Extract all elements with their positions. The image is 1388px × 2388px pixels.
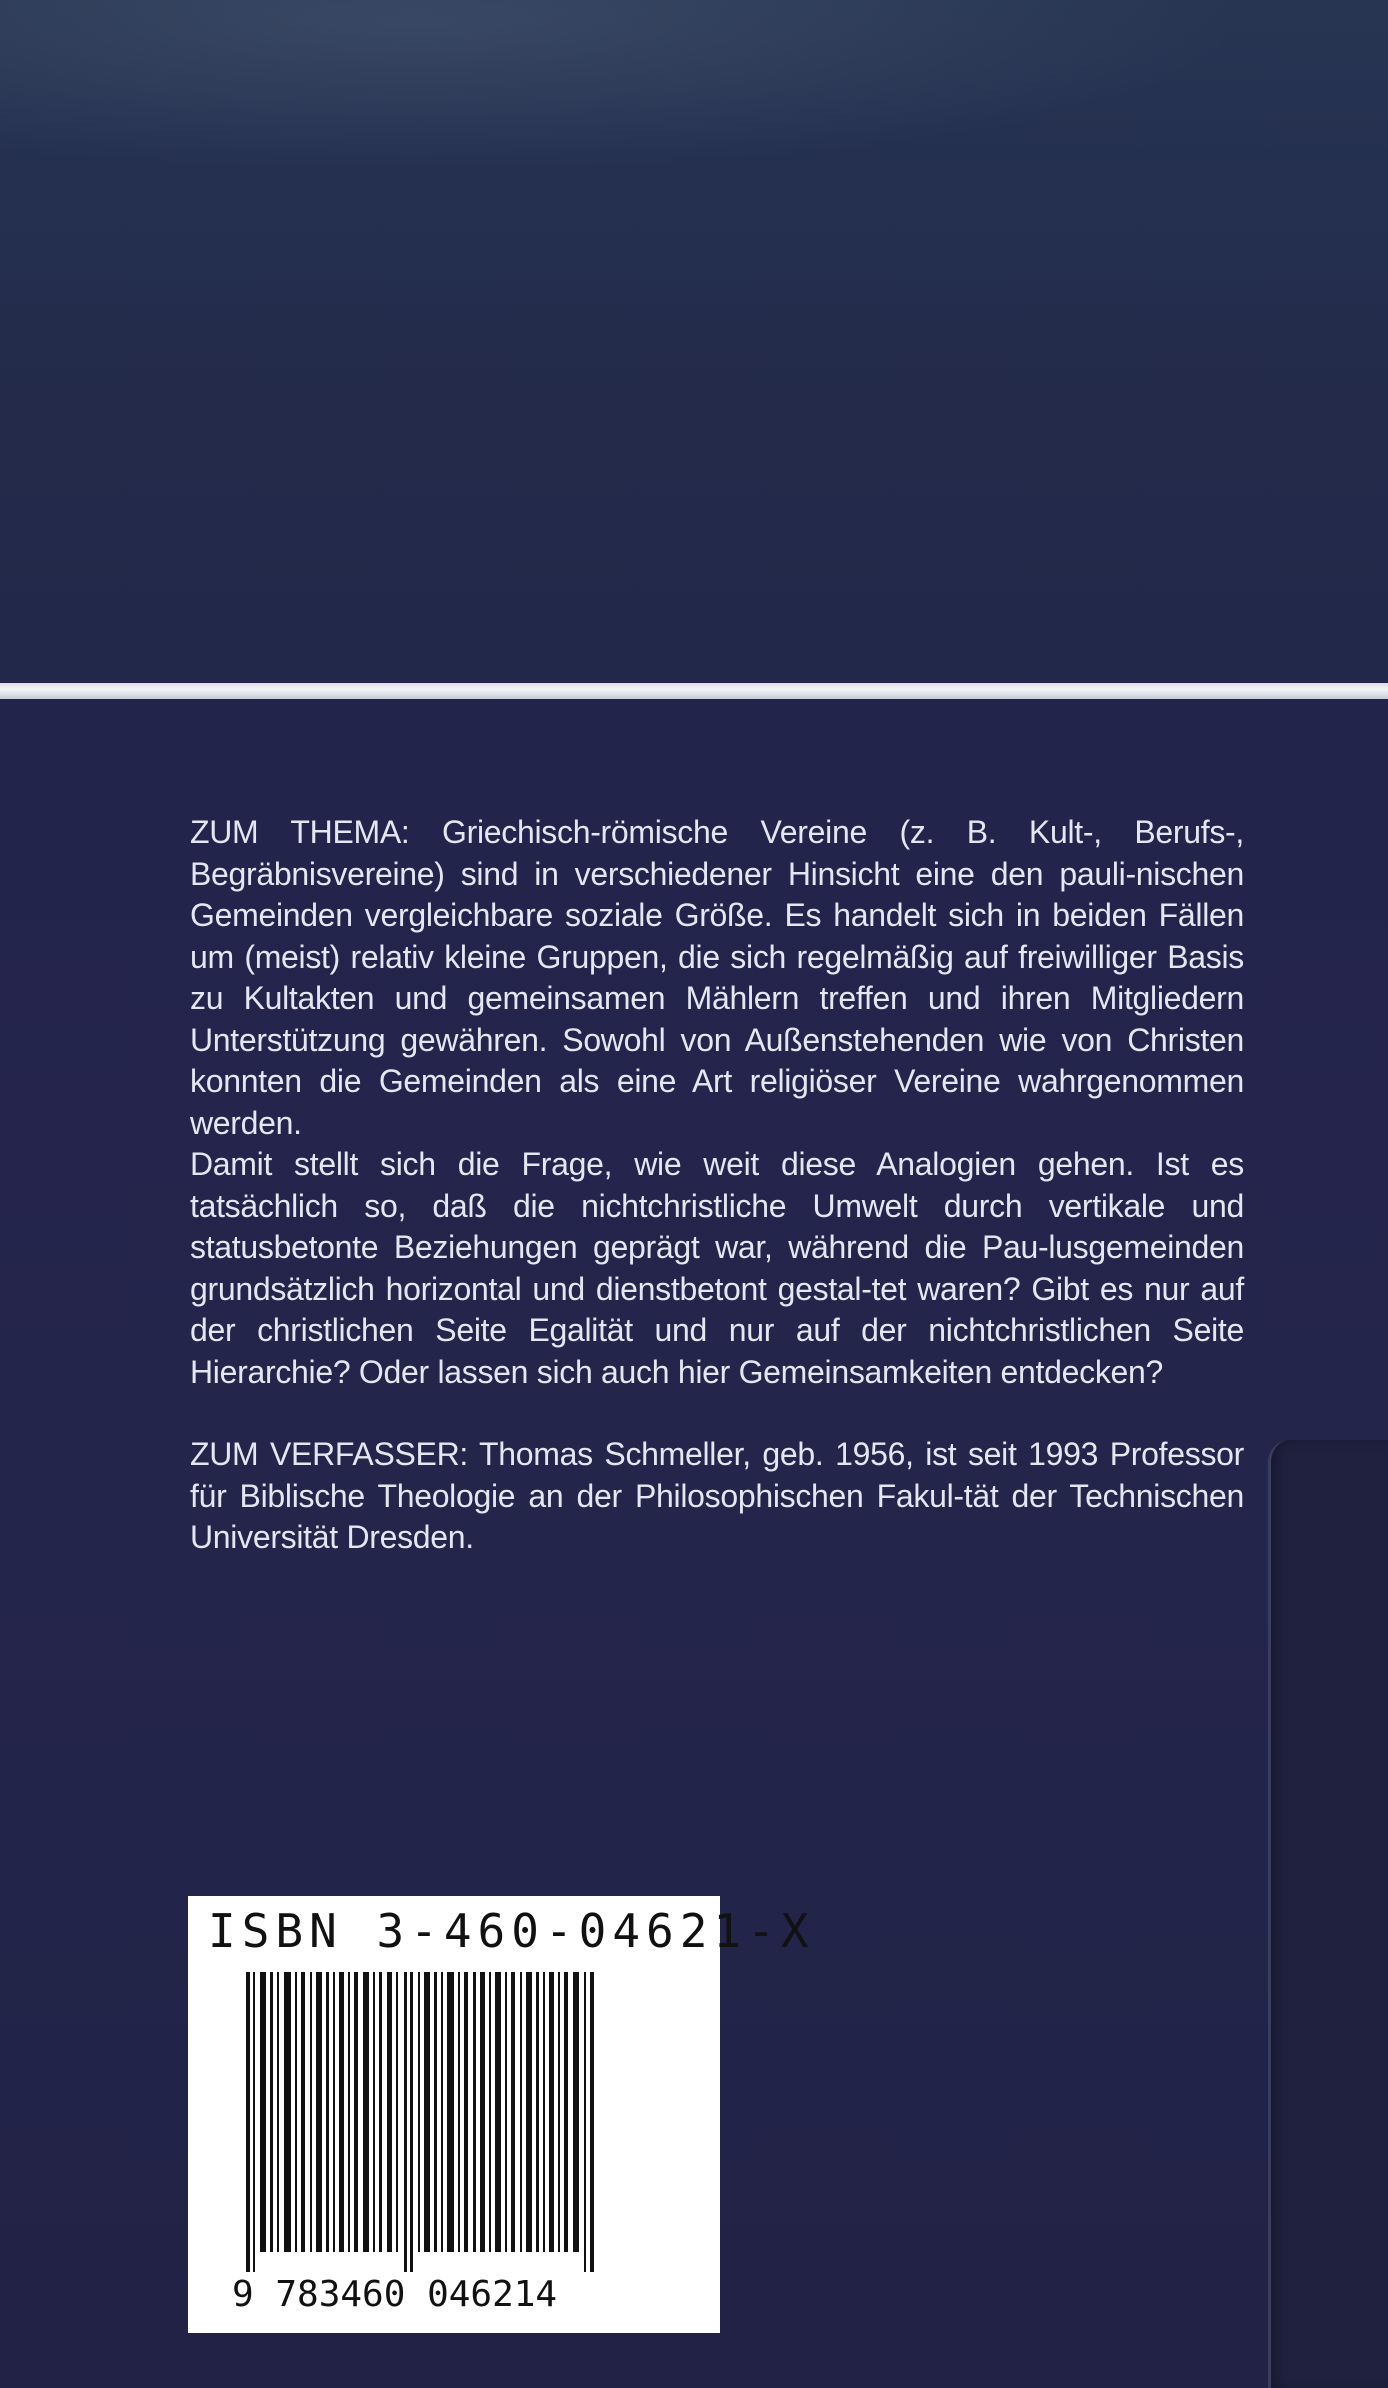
theme-paragraph-2: Damit stellt sich die Frage, wie weit diese Analogien gehen. Ist es tatsächlich so, daß die nichtchristliche Umwelt durch vertikale und statusbetonte Beziehungen geprägt war, während die Pau-lusgemeinden grundsätzlich horizontal und dienstbetont gestal-tet waren? Gibt es nur auf der christlichen Seite Egalität und nur auf der nichtchristlichen Seite Hierarchie? Oder lassen sich auch hier Gemeinsamkeiten entdecken? xyxy=(190,1146,1244,1390)
blurb-text-block xyxy=(190,812,1244,1559)
author-paragraph: ZUM VERFASSER: Thomas Schmeller, geb. 1956, ist seit 1993 Professor für Biblische Theologie an der Philosophischen Fakul-tät der Technischen Universität Dresden. xyxy=(190,1436,1244,1555)
isbn-barcode-box xyxy=(188,1896,815,2333)
isbn-label: ISBN 3-460-04621-X xyxy=(208,1904,815,1958)
theme-paragraph-1: ZUM THEMA: Griechisch-römische Vereine (z. B. Kult-, Berufs-, Begräbnisvereine) sind in verschiedener Hinsicht eine den pauli-nischen Gemeinden vergleichbare soziale Größe. Es handelt sich in beiden Fällen um (meist) relativ kleine Gruppen, die sich regelmäßig auf freiwilliger Basis zu Kultakten und gemeinsamen Mählern treffen und ihren Mitgliedern Unterstützung gewähren. Sowohl von Außenstehenden wie von Christen konnten die Gemeinden als eine Art religiöser Vereine wahrgenommen werden. xyxy=(190,814,1244,1141)
white-divider-line xyxy=(0,683,1388,699)
top-photo-band xyxy=(0,0,1388,682)
right-flap-shadow xyxy=(1268,1440,1388,2388)
paragraph-gap xyxy=(190,1393,1244,1434)
barcode-icon xyxy=(244,1972,604,2272)
barcode-digits: 9 783460 046214 xyxy=(232,2274,558,2315)
